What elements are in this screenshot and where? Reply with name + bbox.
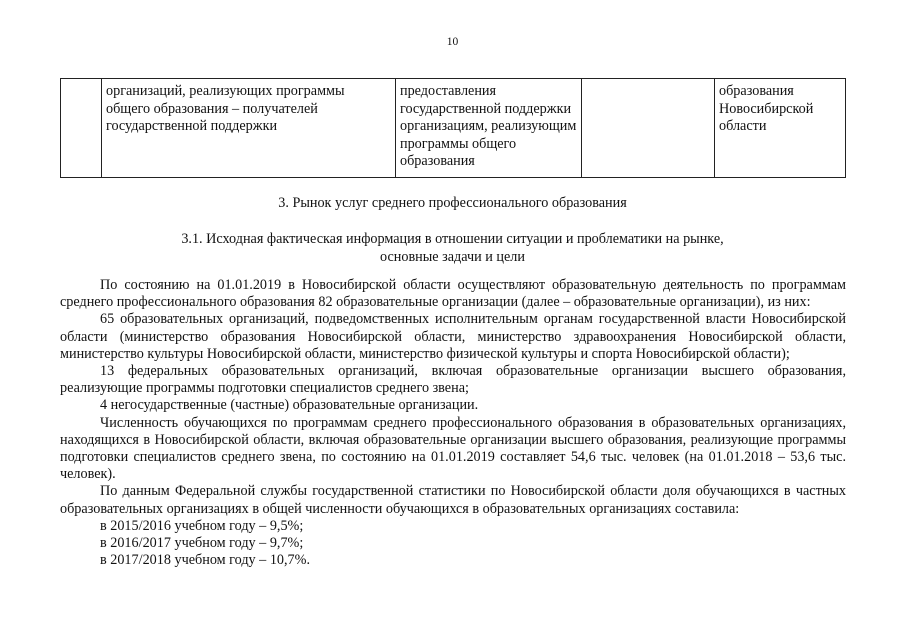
- paragraph: Численность обучающихся по программам среднего профессионального образования в образовательных организациях, находящихся в Новосибирской области, включая образовательные организации высшего образования, реализующие программы подготовки специалистов среднего звена, по состоянию на 01.01.2019 составляет 54,6 тыс. человек (на 01.01.2018 – 53,6 тыс. человек).: [60, 414, 846, 483]
- table-row: [61, 79, 846, 178]
- table-cell-measure: предоставления государственной поддержки организациям, реализующим программы общего образования: [396, 79, 582, 178]
- table-cell-period: [582, 79, 715, 178]
- table-cell-number: [61, 79, 102, 178]
- paragraph: 65 образовательных организаций, подведомственных исполнительным органам государственной власти Новосибирской области (министерство образования Новосибирской области, министерство здравоохранения Новосибирской области, министерство культуры Новосибирской области, министерство физической культуры и спорта Новосибирской области);: [60, 311, 846, 362]
- paragraph: По данным Федеральной службы государственной статистики по Новосибирской области доля обучающихся в частных образовательных организациях в общей численности обучающихся в образовательных организациях составила:: [60, 483, 846, 517]
- list-item: в 2015/2016 учебном году – 9,5%;: [100, 517, 304, 534]
- list-item: в 2017/2018 учебном году – 10,7%.: [100, 552, 311, 569]
- section-heading: 3. Рынок услуг среднего профессионального образования: [278, 195, 627, 211]
- body-text: [60, 277, 846, 569]
- table-cell-name: организаций, реализующих программы общего образования – получателей государственной поддержки: [102, 79, 396, 178]
- paragraph: По состоянию на 01.01.2019 в Новосибирской области осуществляют образовательную деятельность по программам среднего профессионального образования 82 образовательные организации (далее – образовательные организации), из них:: [60, 277, 846, 311]
- list-item: в 2016/2017 учебном году – 9,7%;: [100, 535, 304, 552]
- table-cell-responsible: образования Новосибирской области: [715, 79, 846, 178]
- paragraph: 13 федеральных образовательных организаций, включая образовательные организации высшего образования, реализующие программы подготовки специалистов среднего звена;: [60, 363, 846, 397]
- continuation-table: [60, 78, 846, 178]
- subsection-heading: [0, 230, 905, 266]
- subsection-heading-line2: основные задачи и цели: [380, 249, 525, 265]
- subsection-heading-line1: 3.1. Исходная фактическая информация в отношении ситуации и проблематики на рынке,: [181, 231, 724, 247]
- page-number: 10: [446, 36, 459, 48]
- paragraph: 4 негосударственные (частные) образовательные организации.: [100, 397, 479, 414]
